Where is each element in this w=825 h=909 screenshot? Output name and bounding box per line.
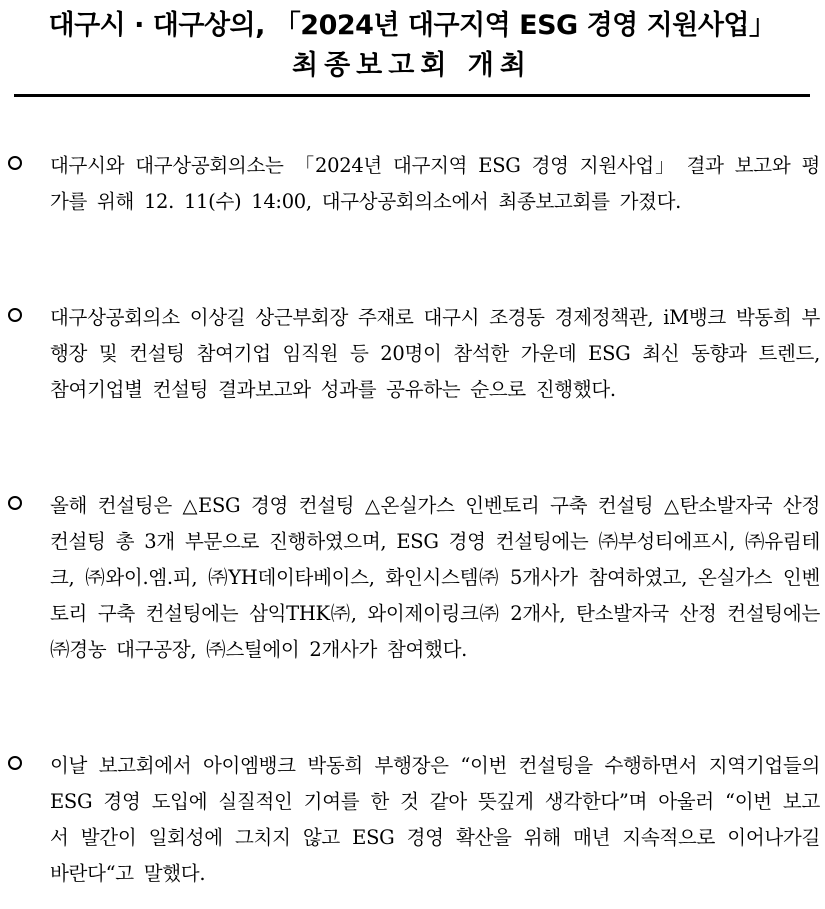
page-title-block [14, 6, 810, 97]
page-title-line-1: 대구시 · 대구상의, 「2024년 대구지역 ESG 경영 지원사업」 [48, 10, 776, 41]
bullet-text: 대구시와 대구상공회의소는 「2024년 대구지역 ESG 경영 지원사업」 결과 보고와 평가를 위해 12. 11(수) 14:00, 대구상공회의소에서 최종보고회를 가졌다. [50, 154, 820, 213]
circle-bullet-icon [8, 308, 22, 322]
circle-bullet-icon [8, 756, 22, 770]
bullet-text: 대구상공회의소 이상길 상근부회장 주재로 대구시 조경동 경제정책관, iM뱅크 박동희 부행장 및 컨설팅 참여기업 임직원 등 20명이 참석한 가운데 ESG 최신 동향과 트렌드, 참여기업별 컨설팅 결과보고와 성과를 공유하는 순으로 진행했다. [50, 306, 820, 401]
circle-bullet-icon [8, 496, 22, 510]
page-title-line-2: 최종보고회 개최 [292, 50, 532, 81]
bullet-text: 올해 컨설팅은 △ESG 경영 컨설팅 △온실가스 인벤토리 구축 컨설팅 △탄소발자국 산정 컨설팅 총 3개 부문으로 진행하였으며, ESG 경영 컨설팅에는 ㈜부성티에프시, ㈜유림테크, ㈜와이.엠.피, ㈜YH데이타베이스, 화인시스템㈜ 5개사가 참여하였고, 온실가스 인벤토리 구축 컨설팅에는 삼익THK㈜, 와이제이링크㈜ 2개사, 탄소발자국 산정 컨설팅에는 ㈜경농 대구공장, ㈜스틸에이 2개사가 참여했다. [50, 494, 820, 661]
circle-bullet-icon [8, 156, 22, 170]
bullet-text: 이날 보고회에서 아이엠뱅크 박동희 부행장은 “이번 컨설팅을 수행하면서 지역기업들의 ESG 경영 도입에 실질적인 기여를 한 것 같아 뜻깊게 생각한다”며 아울러 “이번 보고서 발간이 일회성에 그치지 않고 ESG 경영 확산을 위해 매년 지속적으로 이어나가길 바란다“고 말했다. [50, 754, 820, 885]
